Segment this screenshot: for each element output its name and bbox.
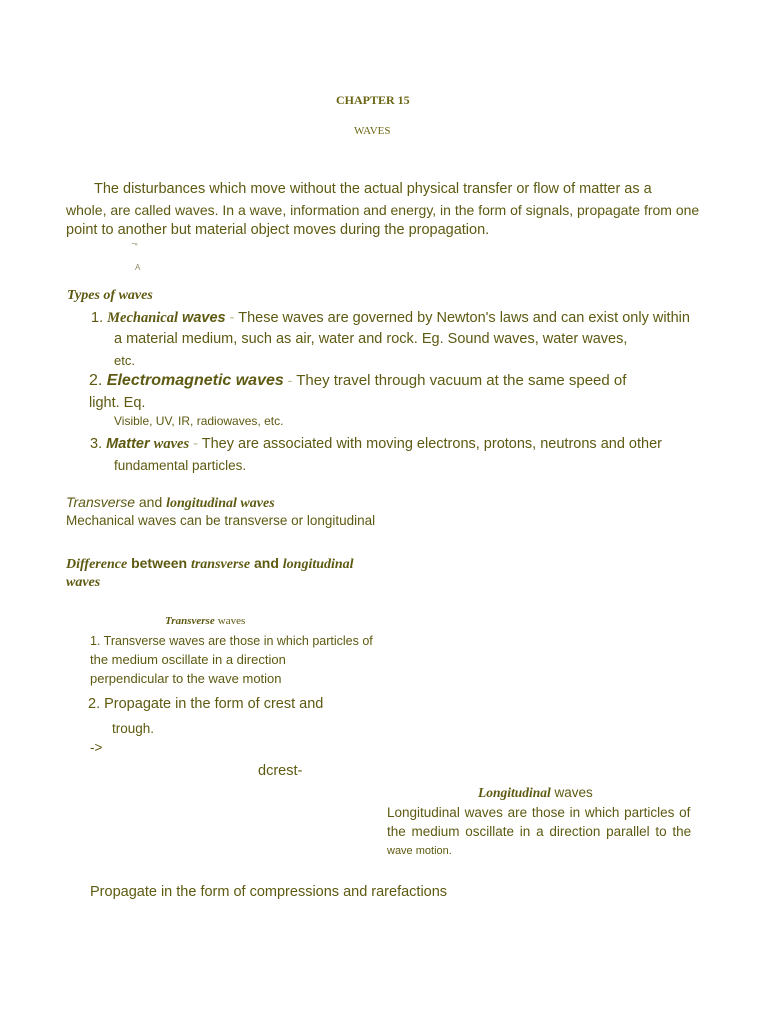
transverse-title-b: waves <box>217 615 246 627</box>
stray-mark-1: ˜° <box>132 242 138 251</box>
crest-label: dcrest- <box>258 763 303 779</box>
item-label-b: waves <box>153 436 190 452</box>
item-text: These waves are governed by Newton's laws and can exist only within <box>238 310 690 326</box>
type-item-mechanical-line-2: a material medium, such as air, water and rock. Eg. Sound waves, water waves, <box>114 331 628 347</box>
item-number: 3. <box>90 436 103 452</box>
tl-heading <box>66 494 275 512</box>
item-number: 2. <box>89 372 103 389</box>
diff-f: waves <box>66 575 101 590</box>
tl-line: Mechanical waves can be transverse or longitudinal <box>66 513 376 528</box>
longitudinal-title-a: Longitudinal <box>478 785 551 800</box>
transverse-p1-line-2: the medium oscillate in a direction <box>90 652 286 667</box>
transverse-title <box>165 615 245 627</box>
diff-d: and <box>253 555 279 571</box>
transverse-title-a: Transverse <box>165 615 215 627</box>
transverse-p2-line-2: trough. <box>112 721 155 736</box>
longitudinal-title <box>478 785 593 801</box>
intro-line-1: The disturbances which move without the actual physical transfer or flow of matter as a <box>94 181 652 197</box>
transverse-p2-line-1: 2. Propagate in the form of crest and <box>88 696 324 712</box>
item-number: 1. <box>91 310 104 326</box>
longitudinal-line-2: the medium oscillate in a direction parallel to the <box>387 824 692 839</box>
chapter-topic: WAVES <box>354 125 391 137</box>
longitudinal-line-3: wave motion. <box>387 845 452 857</box>
item-separator: - <box>283 372 297 388</box>
item-label-a: Mechanical <box>107 310 179 326</box>
types-heading: Types of waves <box>67 288 153 303</box>
stray-mark-2: A <box>135 263 141 272</box>
item-label: Electromagnetic waves <box>106 372 284 389</box>
longitudinal-title-b: waves <box>554 785 593 800</box>
tl-heading-a: Transverse <box>66 494 135 510</box>
diff-b: between <box>131 555 188 571</box>
intro-line-2: whole, are called waves. In a wave, information and energy, in the form of signals, propagate from one <box>66 202 700 218</box>
type-item-mechanical <box>91 308 690 329</box>
chapter-title: CHAPTER 15 <box>336 93 410 107</box>
item-separator: - <box>225 310 239 326</box>
longitudinal-line-1: Longitudinal waves are those in which particles of <box>387 805 691 820</box>
type-item-matter-line-2: fundamental particles. <box>114 458 247 473</box>
item-text: They travel through vacuum at the same speed of <box>296 372 627 389</box>
transverse-p1-line-1: 1. Transverse waves are those in which particles of <box>90 634 373 648</box>
diff-e: longitudinal <box>282 557 354 572</box>
item-text: They are associated with moving electrons, protons, neutrons and other <box>201 436 662 452</box>
type-item-electromagnetic-line-3: Visible, UV, IR, radiowaves, etc. <box>114 414 284 428</box>
diff-a: Difference <box>66 557 128 572</box>
tl-heading-c: longitudinal waves <box>166 496 275 511</box>
tl-heading-b: and <box>138 494 163 510</box>
type-item-mechanical-line-3: etc. <box>114 353 135 368</box>
difference-heading <box>66 555 354 573</box>
item-label-b: waves <box>182 310 226 326</box>
longitudinal-propagate: Propagate in the form of compressions and rarefactions <box>90 884 448 900</box>
type-item-electromagnetic <box>89 369 626 392</box>
transverse-p1-line-3: perpendicular to the wave motion <box>90 671 282 686</box>
item-separator: - <box>189 436 202 452</box>
intro-line-3: point to another but material object moves during the propagation. <box>66 222 490 238</box>
diff-c: transverse <box>190 557 251 572</box>
type-item-electromagnetic-line-2: light. Eq. <box>89 395 146 411</box>
arrow-text: -> <box>90 740 103 755</box>
type-item-matter <box>90 434 662 455</box>
item-label-a: Matter <box>106 436 150 452</box>
